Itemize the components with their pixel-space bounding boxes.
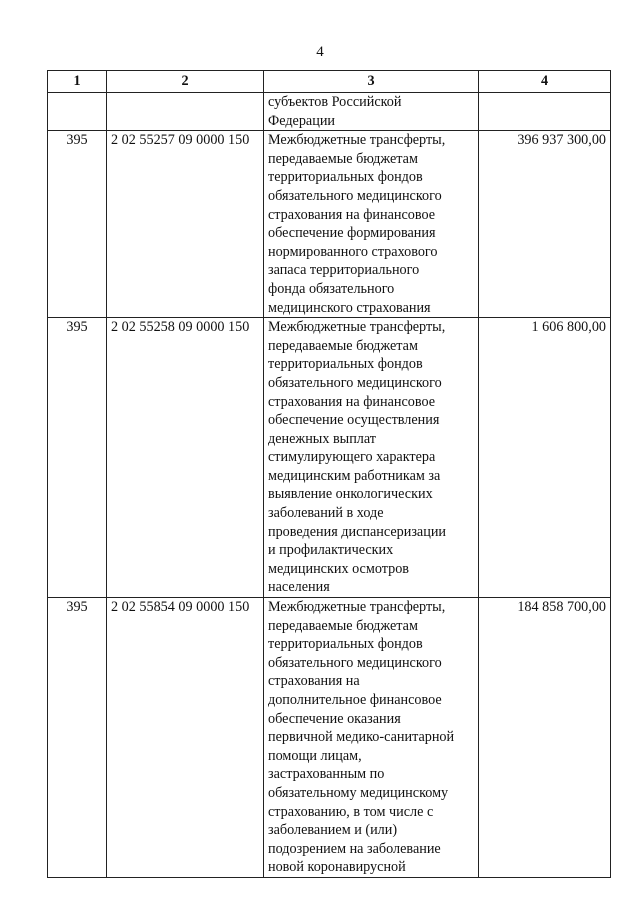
description-line: обязательного медицинского [268,654,442,671]
description-line: запаса территориального [268,262,420,279]
description-line: медицинских осмотров [268,560,409,577]
column-header-1: 1 [48,71,107,93]
description-line: фонда обязательного [268,280,395,297]
description-cell [264,318,479,598]
continuation-row [48,93,611,131]
description-line: дополнительное финансовое [268,692,442,708]
description-line: застрахованным по [268,766,385,783]
continuation-code-cell [107,93,264,131]
description-line: медицинским работникам за [268,467,441,484]
column-header-4: 4 [479,71,611,93]
description-line: медицинского страхования [268,299,431,316]
continuation-admin-cell [48,93,107,131]
column-header-3: 3 [264,71,479,93]
description-line: проведения диспансеризации [268,523,447,540]
description-line: нормированного страхового [268,243,438,260]
description-line: обязательного медицинского [268,187,442,204]
description-line: помощи лицам, [268,747,362,764]
description-line: денежных выплат [268,430,377,447]
amount-cell: 184 858 700,00 [479,598,611,878]
description-line: стимулирующего характера [268,449,436,466]
description-line: обеспечение формирования [268,225,436,242]
continuation-description [264,93,479,131]
amount-cell: 1 606 800,00 [479,318,611,598]
description-line: субъектов Российской [268,94,402,110]
table-row [48,131,611,318]
description-line: страхованию, в том числе с [268,803,434,820]
admin-code-cell: 395 [48,131,107,318]
budget-table [47,70,611,878]
budget-code-cell: 2 02 55854 09 0000 150 [107,598,264,878]
description-line: страхования на [268,673,360,690]
continuation-amount-cell [479,93,611,131]
amount-cell: 396 937 300,00 [479,131,611,318]
description-line: новой коронавирусной [268,859,406,876]
budget-code-cell: 2 02 55258 09 0000 150 [107,318,264,598]
description-cell [264,131,479,318]
description-line: передаваемые бюджетам [268,150,418,167]
page-number: 4 [316,44,324,60]
description-line: подозрением на заболевание [268,840,441,857]
description-line: заболеваний в ходе [268,505,384,522]
description-line: обеспечение осуществления [268,412,440,429]
description-line: Межбюджетные трансферты, [268,599,446,616]
description-line: заболеванием и (или) [268,822,398,839]
description-line: передаваемые бюджетам [268,337,418,354]
budget-code-cell: 2 02 55257 09 0000 150 [107,131,264,318]
description-line: и профилактических [268,542,394,559]
header-row [48,71,611,93]
description-line: страхования на финансовое [268,393,436,410]
description-line: обеспечение оказания [268,710,401,727]
admin-code-cell: 395 [48,598,107,878]
description-line: страхования на финансовое [268,206,436,223]
description-line: территориальных фондов [268,169,423,186]
description-line: обязательного медицинского [268,374,442,391]
description-line: Межбюджетные трансферты, [268,132,446,149]
table-row [48,318,611,598]
column-header-2: 2 [107,71,264,93]
table-row [48,598,611,878]
description-line: территориальных фондов [268,356,423,373]
description-line: выявление онкологических [268,486,433,503]
description-line: Федерации [268,112,336,129]
description-cell [264,598,479,878]
description-line: населения [268,579,330,596]
description-line: обязательному медицинскому [268,784,449,801]
admin-code-cell: 395 [48,318,107,598]
description-line: Межбюджетные трансферты, [268,319,446,336]
description-line: территориальных фондов [268,636,423,653]
description-line: передаваемые бюджетам [268,617,418,634]
description-line: первичной медико-санитарной [268,729,455,746]
